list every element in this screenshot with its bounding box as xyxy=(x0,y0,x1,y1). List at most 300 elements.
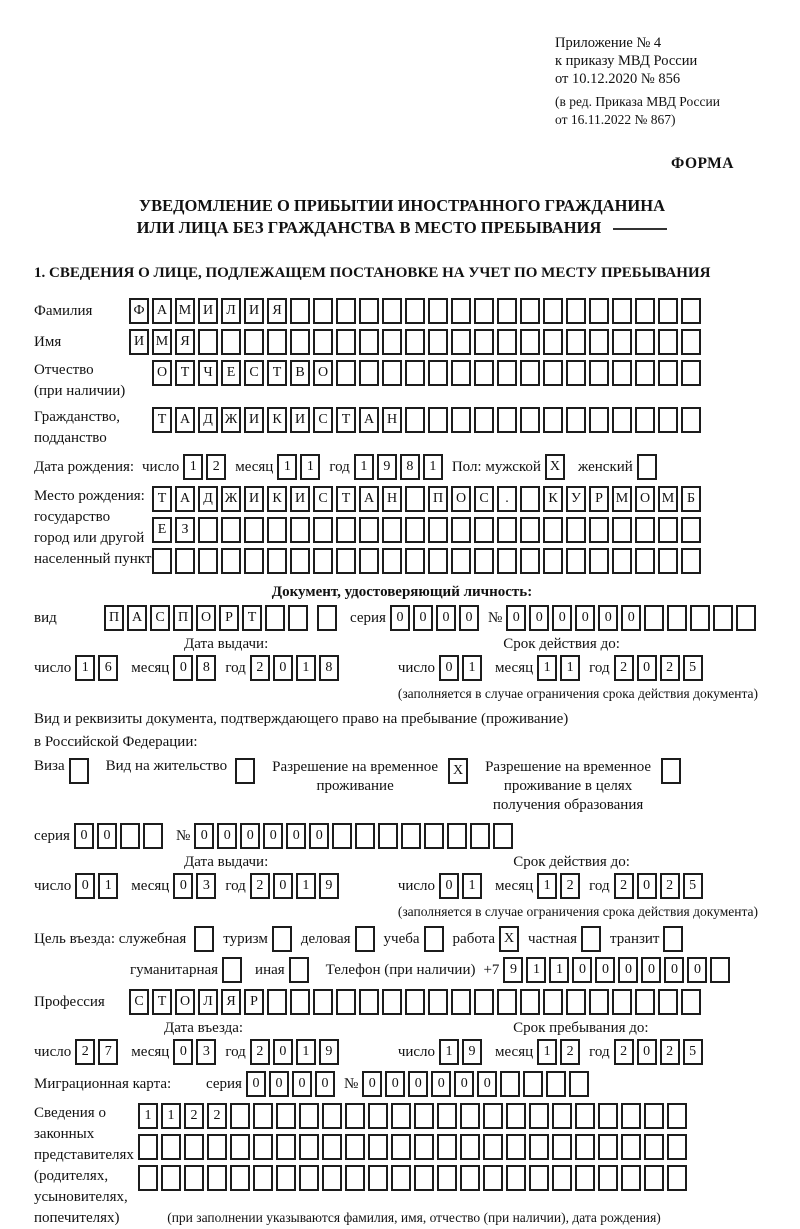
cell[interactable] xyxy=(497,517,517,543)
visa-checkbox[interactable] xyxy=(69,758,92,784)
cell[interactable]: 8 xyxy=(319,655,339,681)
doc-issue-day-input[interactable] xyxy=(75,655,121,681)
birth-day-input[interactable] xyxy=(183,454,229,480)
cell[interactable] xyxy=(681,989,701,1015)
cell[interactable] xyxy=(378,823,398,849)
cell[interactable] xyxy=(336,989,356,1015)
cell[interactable]: О xyxy=(451,486,471,512)
cell[interactable] xyxy=(543,548,563,574)
cell[interactable]: У xyxy=(566,486,586,512)
cell[interactable]: 1 xyxy=(462,873,482,899)
surname-input[interactable] xyxy=(129,298,704,324)
cell[interactable] xyxy=(460,1134,480,1160)
cell[interactable] xyxy=(483,1134,503,1160)
cell[interactable]: 1 xyxy=(560,655,580,681)
cell[interactable] xyxy=(474,407,494,433)
cell[interactable]: 0 xyxy=(552,605,572,631)
cell[interactable]: 2 xyxy=(207,1103,227,1129)
cell[interactable]: X xyxy=(448,758,468,784)
cell[interactable] xyxy=(451,329,471,355)
cell[interactable]: О xyxy=(313,360,333,386)
cell[interactable]: 7 xyxy=(98,1039,118,1065)
cell[interactable]: 0 xyxy=(273,1039,293,1065)
cell[interactable] xyxy=(497,298,517,324)
cell[interactable]: 0 xyxy=(173,655,193,681)
cell[interactable] xyxy=(230,1103,250,1129)
cell[interactable] xyxy=(437,1134,457,1160)
cell[interactable] xyxy=(566,517,586,543)
doc-kind-extra-input[interactable] xyxy=(317,605,340,631)
cell[interactable] xyxy=(391,1134,411,1160)
cell[interactable] xyxy=(230,1165,250,1191)
cell[interactable]: 1 xyxy=(296,873,316,899)
cell[interactable] xyxy=(474,329,494,355)
cell[interactable] xyxy=(405,517,425,543)
cell[interactable] xyxy=(290,329,310,355)
cell[interactable] xyxy=(575,1103,595,1129)
cell[interactable] xyxy=(612,329,632,355)
cell[interactable]: В xyxy=(290,360,310,386)
cell[interactable]: Т xyxy=(336,486,356,512)
cell[interactable]: 0 xyxy=(572,957,592,983)
cell[interactable] xyxy=(368,1134,388,1160)
cell[interactable] xyxy=(267,548,287,574)
cell[interactable] xyxy=(235,758,255,784)
cell[interactable]: 1 xyxy=(138,1103,158,1129)
cell[interactable] xyxy=(520,486,540,512)
cell[interactable] xyxy=(428,329,448,355)
cell[interactable] xyxy=(313,989,333,1015)
cell[interactable] xyxy=(658,329,678,355)
cell[interactable] xyxy=(267,517,287,543)
cell[interactable]: 1 xyxy=(277,454,297,480)
cell[interactable]: Ж xyxy=(221,486,241,512)
cell[interactable] xyxy=(414,1103,434,1129)
cell[interactable]: 2 xyxy=(250,1039,270,1065)
cell[interactable] xyxy=(355,823,375,849)
cell[interactable] xyxy=(497,407,517,433)
cell[interactable]: Я xyxy=(267,298,287,324)
cell[interactable]: 2 xyxy=(250,873,270,899)
stay-month-input[interactable] xyxy=(537,1039,583,1065)
cell[interactable] xyxy=(529,1134,549,1160)
cell[interactable] xyxy=(313,329,333,355)
cell[interactable]: 1 xyxy=(526,957,546,983)
cell[interactable] xyxy=(497,548,517,574)
cell[interactable]: 0 xyxy=(173,873,193,899)
cell[interactable]: Р xyxy=(589,486,609,512)
cell[interactable]: Т xyxy=(242,605,262,631)
cell[interactable] xyxy=(575,1165,595,1191)
cell[interactable]: 0 xyxy=(173,1039,193,1065)
cell[interactable] xyxy=(276,1165,296,1191)
purpose-business-checkbox[interactable] xyxy=(355,926,378,952)
purpose-study-checkbox[interactable] xyxy=(424,926,447,952)
cell[interactable] xyxy=(290,548,310,574)
cell[interactable] xyxy=(552,1134,572,1160)
cell[interactable] xyxy=(658,517,678,543)
cell[interactable] xyxy=(184,1165,204,1191)
cell[interactable] xyxy=(658,989,678,1015)
cell[interactable]: 9 xyxy=(377,454,397,480)
cell[interactable] xyxy=(506,1165,526,1191)
cell[interactable] xyxy=(368,1165,388,1191)
cell[interactable]: 0 xyxy=(621,605,641,631)
cell[interactable]: М xyxy=(612,486,632,512)
cell[interactable]: 0 xyxy=(413,605,433,631)
res-valid-month-input[interactable] xyxy=(537,873,583,899)
cell[interactable] xyxy=(288,605,308,631)
cell[interactable]: О xyxy=(196,605,216,631)
cell[interactable]: Т xyxy=(175,360,195,386)
cell[interactable] xyxy=(635,298,655,324)
cell[interactable]: 1 xyxy=(549,957,569,983)
cell[interactable] xyxy=(552,1165,572,1191)
cell[interactable]: Ф xyxy=(129,298,149,324)
cell[interactable]: Л xyxy=(221,298,241,324)
cell[interactable]: 0 xyxy=(439,655,459,681)
purpose-humanitarian-checkbox[interactable] xyxy=(222,957,245,983)
cell[interactable] xyxy=(451,548,471,574)
cell[interactable] xyxy=(543,360,563,386)
cell[interactable]: 0 xyxy=(97,823,117,849)
cell[interactable]: И xyxy=(198,298,218,324)
cell[interactable] xyxy=(194,926,214,952)
cell[interactable] xyxy=(143,823,163,849)
cell[interactable]: Р xyxy=(219,605,239,631)
cell[interactable]: Н xyxy=(382,407,402,433)
cell[interactable]: С xyxy=(474,486,494,512)
cell[interactable] xyxy=(681,360,701,386)
res-series-input[interactable] xyxy=(74,823,166,849)
cell[interactable] xyxy=(253,1103,273,1129)
cell[interactable] xyxy=(658,360,678,386)
cell[interactable] xyxy=(244,517,264,543)
cell[interactable] xyxy=(566,360,586,386)
cell[interactable] xyxy=(322,1134,342,1160)
cell[interactable] xyxy=(382,548,402,574)
cell[interactable]: 0 xyxy=(506,605,526,631)
cell[interactable] xyxy=(317,605,337,631)
cell[interactable] xyxy=(529,1165,549,1191)
cell[interactable] xyxy=(359,360,379,386)
cell[interactable] xyxy=(405,329,425,355)
cell[interactable] xyxy=(566,298,586,324)
cell[interactable] xyxy=(598,1134,618,1160)
cell[interactable] xyxy=(437,1103,457,1129)
cell[interactable] xyxy=(520,329,540,355)
cell[interactable]: 1 xyxy=(439,1039,459,1065)
cell[interactable] xyxy=(520,298,540,324)
cell[interactable]: К xyxy=(267,486,287,512)
cell[interactable] xyxy=(612,407,632,433)
cell[interactable] xyxy=(276,1134,296,1160)
cell[interactable]: 3 xyxy=(196,1039,216,1065)
cell[interactable] xyxy=(332,823,352,849)
cell[interactable]: 0 xyxy=(529,605,549,631)
cell[interactable] xyxy=(681,329,701,355)
cell[interactable] xyxy=(401,823,421,849)
purpose-official-checkbox[interactable] xyxy=(194,926,217,952)
cell[interactable] xyxy=(566,407,586,433)
cell[interactable] xyxy=(336,517,356,543)
cell[interactable]: А xyxy=(359,407,379,433)
cell[interactable] xyxy=(244,329,264,355)
cell[interactable] xyxy=(690,605,710,631)
cell[interactable] xyxy=(474,548,494,574)
doc-kind-input[interactable] xyxy=(104,605,311,631)
cell[interactable] xyxy=(520,989,540,1015)
cell[interactable] xyxy=(345,1165,365,1191)
cell[interactable] xyxy=(635,407,655,433)
cell[interactable]: Н xyxy=(382,486,402,512)
mig-number-input[interactable] xyxy=(362,1071,592,1097)
cell[interactable] xyxy=(405,407,425,433)
cell[interactable]: Т xyxy=(336,407,356,433)
cell[interactable] xyxy=(221,517,241,543)
cell[interactable] xyxy=(543,407,563,433)
cell[interactable] xyxy=(244,548,264,574)
cell[interactable] xyxy=(299,1165,319,1191)
cell[interactable] xyxy=(637,454,657,480)
citizenship-input[interactable] xyxy=(152,407,704,433)
cell[interactable]: Д xyxy=(198,407,218,433)
cell[interactable] xyxy=(322,1103,342,1129)
cell[interactable]: Е xyxy=(152,517,172,543)
cell[interactable] xyxy=(451,360,471,386)
cell[interactable]: 0 xyxy=(246,1071,266,1097)
cell[interactable] xyxy=(221,329,241,355)
cell[interactable] xyxy=(382,329,402,355)
cell[interactable]: 0 xyxy=(687,957,707,983)
cell[interactable] xyxy=(529,1103,549,1129)
cell[interactable] xyxy=(207,1134,227,1160)
cell[interactable] xyxy=(543,517,563,543)
cell[interactable]: О xyxy=(175,989,195,1015)
res-number-input[interactable] xyxy=(194,823,516,849)
cell[interactable] xyxy=(120,823,140,849)
cell[interactable]: 5 xyxy=(683,873,703,899)
cell[interactable]: И xyxy=(244,486,264,512)
cell[interactable]: 0 xyxy=(385,1071,405,1097)
cell[interactable]: Д xyxy=(198,486,218,512)
cell[interactable] xyxy=(736,605,756,631)
cell[interactable]: С xyxy=(244,360,264,386)
cell[interactable] xyxy=(198,517,218,543)
cell[interactable] xyxy=(635,360,655,386)
cell[interactable] xyxy=(589,989,609,1015)
cell[interactable] xyxy=(359,329,379,355)
cell[interactable]: 0 xyxy=(431,1071,451,1097)
cell[interactable]: К xyxy=(543,486,563,512)
cell[interactable] xyxy=(267,989,287,1015)
cell[interactable]: Ч xyxy=(198,360,218,386)
cell[interactable] xyxy=(644,1103,664,1129)
cell[interactable] xyxy=(667,1165,687,1191)
cell[interactable] xyxy=(253,1165,273,1191)
name-input[interactable] xyxy=(129,329,704,355)
cell[interactable] xyxy=(276,1103,296,1129)
doc-series-input[interactable] xyxy=(390,605,482,631)
cell[interactable]: 2 xyxy=(206,454,226,480)
representatives-input-row3[interactable] xyxy=(138,1165,690,1191)
cell[interactable] xyxy=(138,1134,158,1160)
cell[interactable]: 1 xyxy=(296,1039,316,1065)
doc-number-input[interactable] xyxy=(506,605,759,631)
cell[interactable]: 0 xyxy=(439,873,459,899)
cell[interactable] xyxy=(635,517,655,543)
cell[interactable] xyxy=(424,823,444,849)
cell[interactable] xyxy=(336,360,356,386)
cell[interactable] xyxy=(336,298,356,324)
cell[interactable]: Я xyxy=(221,989,241,1015)
cell[interactable] xyxy=(198,329,218,355)
cell[interactable] xyxy=(635,329,655,355)
cell[interactable]: 1 xyxy=(161,1103,181,1129)
cell[interactable]: С xyxy=(129,989,149,1015)
cell[interactable] xyxy=(184,1134,204,1160)
cell[interactable] xyxy=(359,548,379,574)
cell[interactable]: Т xyxy=(152,989,172,1015)
cell[interactable]: И xyxy=(244,407,264,433)
birth-year-input[interactable] xyxy=(354,454,446,480)
cell[interactable]: 0 xyxy=(436,605,456,631)
cell[interactable]: 0 xyxy=(74,823,94,849)
cell[interactable] xyxy=(523,1071,543,1097)
cell[interactable] xyxy=(368,1103,388,1129)
cell[interactable]: М xyxy=(152,329,172,355)
cell[interactable]: И xyxy=(290,407,310,433)
cell[interactable]: 2 xyxy=(614,873,634,899)
cell[interactable]: 0 xyxy=(269,1071,289,1097)
cell[interactable] xyxy=(589,517,609,543)
cell[interactable]: 1 xyxy=(300,454,320,480)
cell[interactable]: 0 xyxy=(273,873,293,899)
cell[interactable] xyxy=(391,1103,411,1129)
cell[interactable] xyxy=(414,1134,434,1160)
cell[interactable]: И xyxy=(129,329,149,355)
cell[interactable] xyxy=(222,957,242,983)
cell[interactable] xyxy=(612,298,632,324)
cell[interactable] xyxy=(290,298,310,324)
cell[interactable] xyxy=(474,298,494,324)
cell[interactable]: 5 xyxy=(683,655,703,681)
cell[interactable] xyxy=(382,298,402,324)
cell[interactable]: 0 xyxy=(240,823,260,849)
cell[interactable]: 0 xyxy=(664,957,684,983)
representatives-input-row1[interactable] xyxy=(138,1103,690,1129)
cell[interactable]: С xyxy=(313,407,333,433)
cell[interactable] xyxy=(589,329,609,355)
cell[interactable]: 0 xyxy=(575,605,595,631)
cell[interactable] xyxy=(566,548,586,574)
cell[interactable] xyxy=(428,517,448,543)
cell[interactable] xyxy=(589,548,609,574)
cell[interactable] xyxy=(581,926,601,952)
cell[interactable] xyxy=(405,360,425,386)
sex-male-checkbox[interactable] xyxy=(545,454,568,480)
cell[interactable] xyxy=(497,989,517,1015)
cell[interactable]: К xyxy=(267,407,287,433)
cell[interactable]: 0 xyxy=(286,823,306,849)
cell[interactable] xyxy=(663,926,683,952)
entry-month-input[interactable] xyxy=(173,1039,219,1065)
cell[interactable] xyxy=(460,1103,480,1129)
purpose-other-checkbox[interactable] xyxy=(289,957,312,983)
cell[interactable]: 5 xyxy=(683,1039,703,1065)
cell[interactable] xyxy=(345,1103,365,1129)
stay-day-input[interactable] xyxy=(439,1039,485,1065)
cell[interactable]: 0 xyxy=(194,823,214,849)
cell[interactable]: Е xyxy=(221,360,241,386)
cell[interactable] xyxy=(359,298,379,324)
cell[interactable] xyxy=(612,548,632,574)
cell[interactable]: А xyxy=(359,486,379,512)
cell[interactable]: Т xyxy=(152,407,172,433)
cell[interactable] xyxy=(681,407,701,433)
cell[interactable]: Я xyxy=(175,329,195,355)
cell[interactable] xyxy=(69,758,89,784)
cell[interactable] xyxy=(152,548,172,574)
cell[interactable] xyxy=(382,989,402,1015)
cell[interactable]: 2 xyxy=(75,1039,95,1065)
cell[interactable] xyxy=(546,1071,566,1097)
cell[interactable] xyxy=(290,517,310,543)
cell[interactable]: 9 xyxy=(319,1039,339,1065)
cell[interactable]: 2 xyxy=(660,873,680,899)
temp-residence-edu-checkbox[interactable] xyxy=(661,758,684,784)
cell[interactable] xyxy=(497,360,517,386)
cell[interactable]: 2 xyxy=(614,655,634,681)
cell[interactable] xyxy=(589,407,609,433)
cell[interactable] xyxy=(710,957,730,983)
cell[interactable]: 0 xyxy=(641,957,661,983)
cell[interactable] xyxy=(474,360,494,386)
cell[interactable] xyxy=(161,1165,181,1191)
cell[interactable]: 0 xyxy=(315,1071,335,1097)
phone-input[interactable] xyxy=(503,957,733,983)
cell[interactable] xyxy=(460,1165,480,1191)
cell[interactable] xyxy=(483,1165,503,1191)
cell[interactable] xyxy=(474,989,494,1015)
cell[interactable]: О xyxy=(635,486,655,512)
cell[interactable] xyxy=(658,298,678,324)
cell[interactable] xyxy=(493,823,513,849)
cell[interactable] xyxy=(644,1134,664,1160)
cell[interactable]: Б xyxy=(681,486,701,512)
cell[interactable] xyxy=(681,548,701,574)
cell[interactable]: 0 xyxy=(637,1039,657,1065)
cell[interactable] xyxy=(658,548,678,574)
cell[interactable] xyxy=(612,517,632,543)
cell[interactable] xyxy=(483,1103,503,1129)
cell[interactable]: И xyxy=(244,298,264,324)
cell[interactable] xyxy=(428,989,448,1015)
cell[interactable]: 1 xyxy=(296,655,316,681)
cell[interactable]: 0 xyxy=(217,823,237,849)
cell[interactable]: 0 xyxy=(477,1071,497,1097)
cell[interactable]: 0 xyxy=(454,1071,474,1097)
res-issue-year-input[interactable] xyxy=(250,873,342,899)
mig-series-input[interactable] xyxy=(246,1071,338,1097)
res-issue-month-input[interactable] xyxy=(173,873,219,899)
doc-issue-month-input[interactable] xyxy=(173,655,219,681)
stay-year-input[interactable] xyxy=(614,1039,706,1065)
cell[interactable] xyxy=(313,298,333,324)
cell[interactable] xyxy=(635,989,655,1015)
cell[interactable] xyxy=(267,329,287,355)
cell[interactable] xyxy=(681,298,701,324)
